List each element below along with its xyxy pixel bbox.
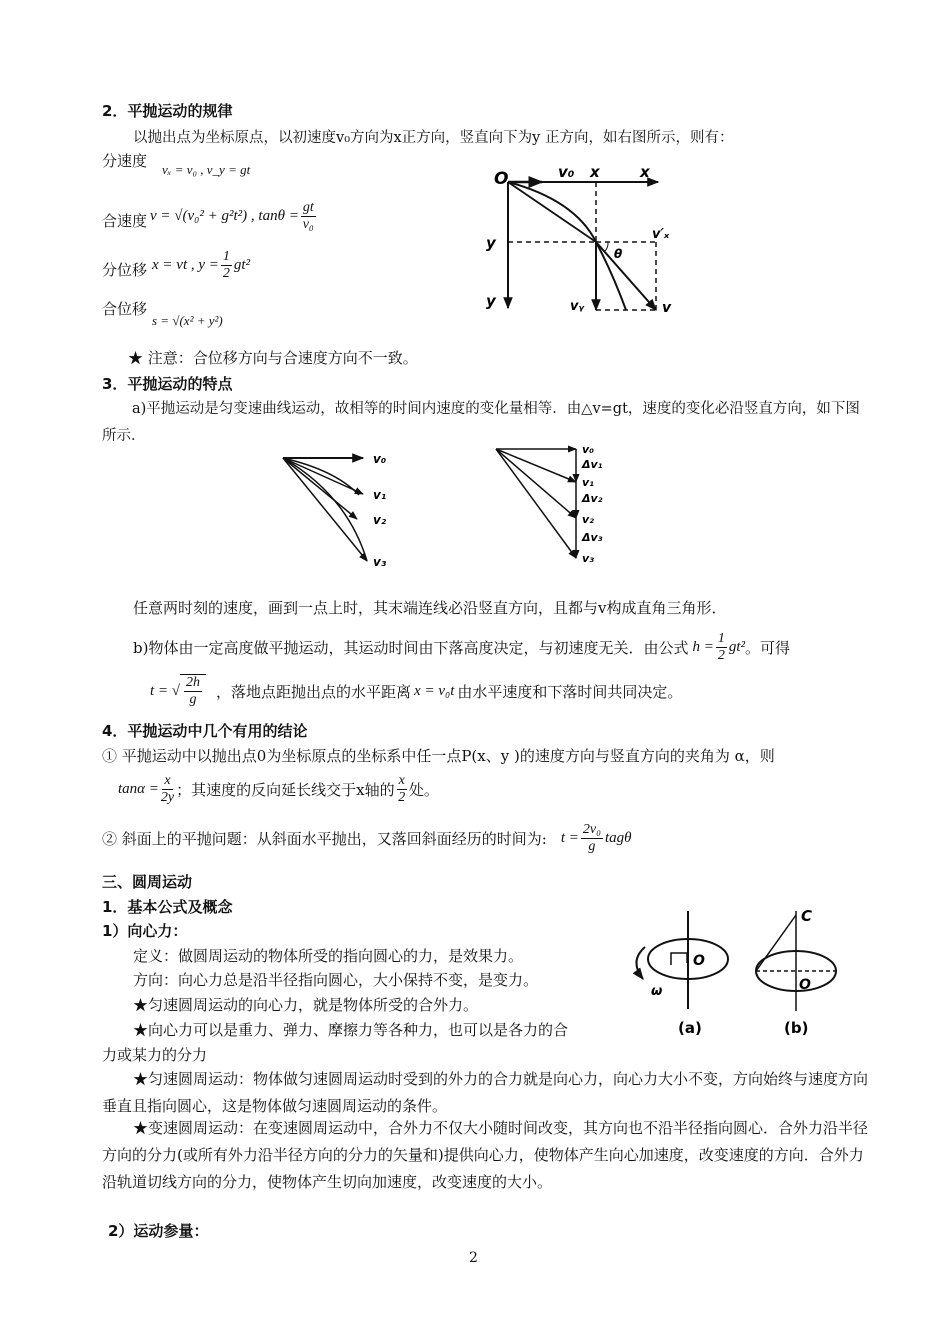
label-v: v	[662, 300, 672, 316]
sec4-item2-frac	[581, 822, 603, 855]
sec4-item2-den: g	[588, 839, 596, 854]
fan-label-v2: v₂	[373, 513, 387, 527]
sec3-x-formula: x = v₀t	[414, 682, 455, 699]
fen-su-du-label: 分速度	[102, 152, 148, 170]
sec3-heading: 3．平抛运动的特点	[102, 375, 233, 393]
sec4-item1-den2: 2	[398, 790, 406, 805]
tri-label-dv3: Δv₃	[582, 531, 603, 544]
label-y-axis: y	[486, 292, 496, 310]
label-x-top: x	[590, 163, 600, 181]
tri-label-dv1: Δv₁	[582, 458, 603, 471]
label-omega: ω	[651, 984, 663, 999]
label-x-axis: x	[640, 163, 650, 181]
fan-v2	[283, 458, 357, 519]
label-v0: v₀	[558, 163, 575, 181]
sec3-a-text: a)平抛运动是匀变速曲线运动，故相等的时间内速度的变化量相等．由△v=gt，速度的变化必沿竖直方向，如下图所示．	[102, 401, 860, 444]
circle-sub2: 2）运动参量：	[108, 1222, 209, 1240]
velocity-fan-diagram	[275, 445, 405, 575]
fan-v3	[283, 458, 367, 561]
sec4-item1-frac2	[397, 773, 407, 806]
sec3-b-line	[133, 631, 790, 664]
circle-def: 定义：做圆周运动的物体所受的指向圆心的力，是效果力。	[133, 947, 524, 965]
sec3-b-half-num: 1	[717, 631, 725, 646]
tri-label-v3: v₃	[582, 552, 594, 565]
sec3-t-sqrt	[180, 674, 206, 708]
sec4-item2-num: 2v₀	[582, 822, 601, 837]
sec3-conclusion: 任意两时刻的速度，画到一点上时，其末端连线必沿竖直方向，且都与v构成直角三角形．	[133, 599, 727, 617]
sec4-item1-frac	[161, 773, 174, 806]
sec3-b-tail: 。可得	[745, 639, 791, 657]
sec3-b-text: b)物体由一定高度做平抛运动，其运动时间由下落高度决定，与初速度无关．由公式	[133, 639, 689, 657]
fen-wei-yi-half-den: 2	[222, 266, 230, 281]
fan-label-v0: v₀	[373, 452, 387, 466]
he-su-du-num: gt	[302, 200, 314, 215]
fen-su-du-formula: vₓ = v₀ , v_y = gt	[162, 162, 251, 177]
v-vector	[596, 242, 656, 310]
circular-motion-diagram	[625, 905, 855, 1040]
sec3-t-prefix: t = √	[150, 682, 181, 699]
circle-sub1-1: 1）向心力：	[102, 922, 188, 940]
he-su-du-fraction	[301, 200, 316, 233]
fen-wei-yi-half	[221, 249, 232, 282]
sec4-item2-line	[102, 822, 632, 855]
displacement-line	[508, 182, 596, 242]
sec2-intro: 以抛出点为坐标原点，以初速度v₀方向为x正方向，竖直向下为y 正方向，如右图所示，则有：	[133, 130, 734, 146]
tri-label-dv2: Δv₂	[582, 492, 603, 505]
sec4-item1-formula-a: tanα =	[118, 781, 159, 797]
circle-star2b: 力或某力的分力	[102, 1046, 208, 1064]
sec2-heading: 2．平抛运动的规律	[102, 102, 233, 120]
tri-v2	[496, 449, 576, 518]
sec4-heading: 4．平抛运动中几个有用的结论	[102, 722, 308, 740]
sec3-t-den: g	[189, 692, 197, 707]
omega-arrow	[636, 947, 645, 979]
sec4-item2: ② 斜面上的平抛问题：从斜面水平抛出，又落回斜面经历的时间为:	[102, 830, 547, 848]
circle-star3: ★匀速圆周运动：物体做匀速圆周运动时受到的外力的合力就是向心力，向心力大小不变，方向始终与速度方向垂直且指向圆心，这是物体做匀速圆周运动的条件。	[102, 1070, 869, 1115]
label-O: O	[494, 169, 509, 189]
fen-wei-yi-formula-b: gt²	[233, 257, 251, 273]
he-su-du-formula	[150, 200, 318, 233]
sec3-x-tail: 由水平速度和下落时间共同决定。	[457, 682, 683, 701]
trajectory-diagram	[480, 160, 700, 330]
sec3-b-half-den: 2	[717, 648, 725, 663]
tri-label-v1: v₁	[582, 476, 594, 489]
label-O-b: O	[799, 977, 811, 993]
circle-star4: ★变速圆周运动：在变速圆周运动中，合外力不仅大小随时间改变，其方向也不沿半径指向圆心．合外力沿半径方向的分力(或所有外力沿半径方向的分力的矢量和)提供向心力，使物体产生向心加速度，改变速度的方向．合外力沿轨道切线方向的分力，使物体产生切向加速度，改变速度的大小。	[102, 1119, 869, 1191]
sec4-item1: ① 平抛运动中以抛出点0为坐标原点的坐标系中任一点P(x、y )的速度方向与竖直方向的夹角为 α，则	[102, 747, 775, 765]
label-O-a: O	[693, 953, 705, 969]
page-number: 2	[469, 1250, 478, 1266]
label-y-mid: y	[486, 234, 496, 252]
label-vy: vᵧ	[570, 299, 585, 314]
string-b	[756, 915, 796, 971]
fen-wei-yi-formula	[152, 249, 250, 282]
label-b: (b)	[784, 1019, 809, 1037]
sec4-item1-num: x	[164, 773, 171, 788]
sec3-b-half	[716, 631, 727, 664]
label-C: C	[801, 907, 813, 925]
sec4-item1-end: 处。	[408, 781, 439, 799]
sec3-t-line	[150, 674, 682, 708]
circle-star1: ★匀速圆周运动的向心力，就是物体所受的合外力。	[133, 996, 479, 1014]
circle-star2a: ★向心力可以是重力、弹力、摩擦力等各种力，也可以是各力的合	[133, 1021, 569, 1039]
fen-wei-yi-formula-a: x = vt , y =	[152, 257, 219, 273]
fan-label-v3: v₃	[373, 555, 387, 569]
velocity-triangle-diagram	[490, 440, 630, 575]
radius-marker-a	[671, 953, 687, 965]
label-vx-prime: v′ₓ	[652, 227, 670, 242]
he-su-du-den: v₀	[302, 217, 314, 232]
he-su-du-label: 合速度	[102, 212, 148, 230]
label-theta: θ	[614, 247, 623, 261]
he-su-du-formula-a: v = √(v₀² + g²t²) , tanθ =	[150, 208, 299, 224]
sec2-note: ★ 注意：合位移方向与合速度方向不一致。	[128, 349, 418, 367]
sec3-b-formula-b: gt²	[728, 639, 746, 655]
fen-wei-yi-half-num: 1	[222, 249, 230, 264]
fen-wei-yi-label: 分位移	[102, 261, 148, 279]
sec4-item1-formula-line	[118, 773, 439, 806]
he-wei-yi-label: 合位移	[102, 300, 148, 318]
sec4-item1-num2: x	[398, 773, 405, 788]
circle-heading: 三、圆周运动	[102, 873, 193, 891]
sec3-t-tail: ，落地点距抛出点的水平距离	[216, 682, 412, 701]
fan-label-v1: v₁	[373, 488, 387, 502]
sec4-item1-den: 2y	[160, 790, 175, 805]
circle-sub1: 1．基本公式及概念	[102, 898, 233, 916]
label-a: (a)	[678, 1019, 702, 1037]
he-wei-yi-formula: s = √(x² + y²)	[152, 313, 223, 328]
sec4-item2-formula-b: tagθ	[604, 830, 632, 846]
circle-dir: 方向：向心力总是沿半径指向圆心，大小保持不变，是变力。	[133, 971, 539, 989]
sec3-t-frac	[184, 675, 202, 708]
sec4-item1-tail: ；其速度的反向延长线交于x轴的	[176, 781, 395, 799]
tri-label-v0: v₀	[582, 443, 594, 456]
sec3-b-formula-a: h =	[692, 639, 714, 655]
tri-label-v2: v₂	[582, 513, 594, 526]
sec3-t-num: 2h	[186, 675, 201, 690]
sec4-item2-formula-a: t =	[560, 830, 579, 846]
